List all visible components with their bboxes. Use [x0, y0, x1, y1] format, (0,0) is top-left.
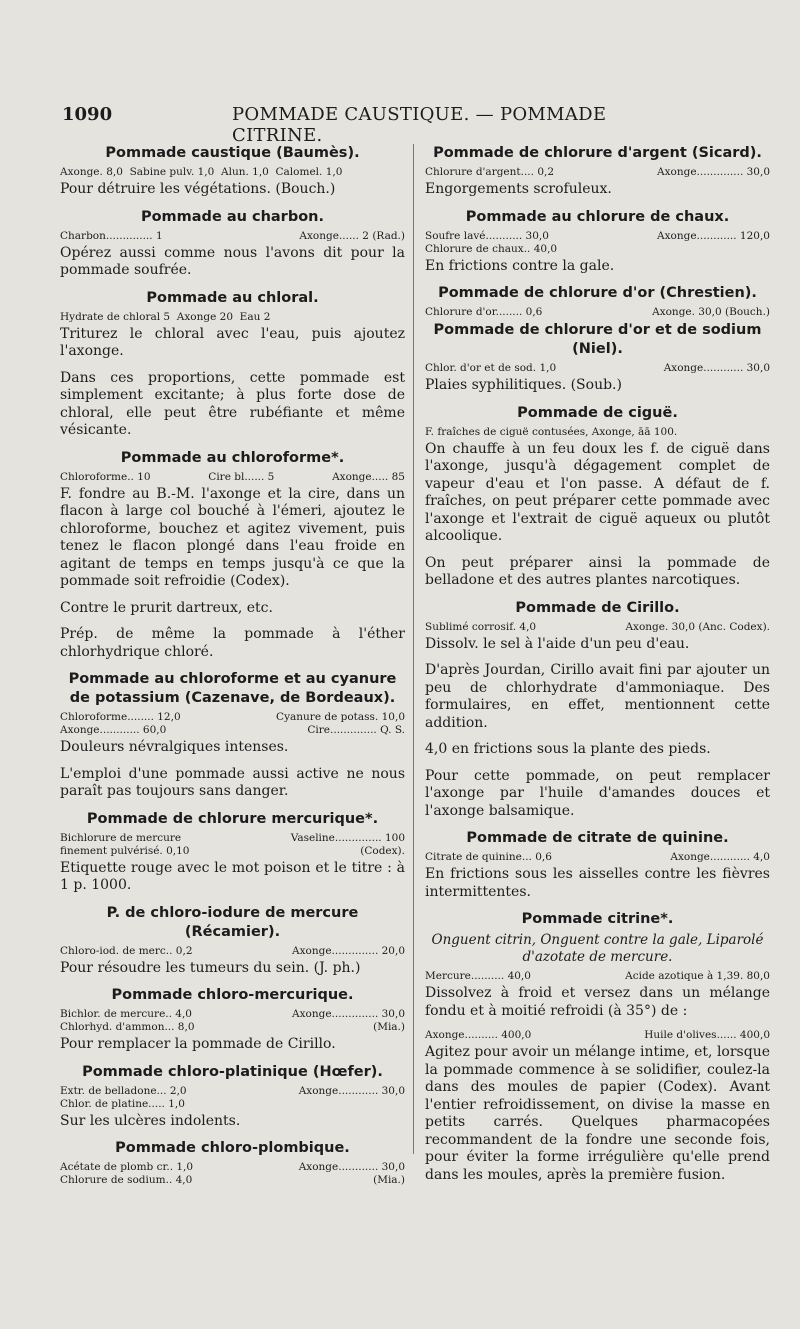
recipe-section [60, 986, 405, 1054]
ingredient-cell: Acétate de plomb cr.. 1,0 [60, 1161, 194, 1173]
recipe-text: Dans ces proportions, cette pommade est simplement excitante; à plus forte dose de chloral, elle peut être rubéfiante et même vésicante. [60, 369, 405, 438]
recipe-ingredients [60, 1161, 405, 1187]
ingredient-cell: (Mia.) [373, 1174, 405, 1186]
recipe-title: Pommade de chlorure mercurique*. [86, 810, 379, 827]
right-column [425, 144, 770, 1193]
recipe-title: Pommade caustique (Baumès). [105, 145, 360, 161]
recipe-title: Pommade au chloroforme*. [120, 449, 345, 466]
ingredient-cell: Axonge...... 2 (Rad.) [299, 229, 405, 242]
recipe-text: D'après Jourdan, Cirillo avait fini par ajouter un peu de chlorhydrate d'ammoniaque. Des formulaires, en effet, mentionnent cette addition. [425, 662, 770, 731]
recipe-ingredients [425, 970, 770, 983]
ingredient-cell: Axonge............ 120,0 [657, 229, 770, 242]
ingredient-cell: Cire bl...... 5 [208, 470, 275, 483]
ingredient-row [60, 311, 405, 324]
ingredient-row [425, 1029, 770, 1042]
ingredient-cell: Vaseline.............. 100 [290, 831, 405, 844]
ingredient-cell: Cyanure de potass. 10,0 [276, 711, 405, 723]
recipe-title: Pommade de ciguë. [517, 404, 678, 421]
ingredient-cell: Chlorhyd. d'ammon... 8,0 [60, 1021, 195, 1033]
recipe-section [425, 144, 770, 199]
recipe-section [60, 810, 405, 895]
recipe-section [60, 208, 405, 280]
recipe-text: 4,0 en frictions sous la plante des pieds. [425, 741, 711, 757]
ingredient-row [425, 230, 770, 243]
recipe-section [60, 289, 405, 440]
recipe-section [60, 670, 405, 801]
ingredient-row [60, 724, 405, 737]
ingredient-cell: Hydrate de chloral 5 Axonge 20 Eau 2 [60, 310, 271, 323]
recipe-text: Contre le prurit dartreux, etc. [60, 599, 273, 616]
ingredient-cell: Citrate de quinine... 0,6 [425, 851, 552, 863]
recipe-ingredients [425, 851, 770, 864]
recipe-subtitle: Onguent citrin, Onguent contre la gale, Liparolé d'azotate de mercure. [431, 932, 764, 965]
ingredient-cell: Soufre lavé........... 30,0 [425, 229, 549, 242]
ingredient-row [60, 832, 405, 845]
recipe-ingredients [425, 621, 770, 634]
recipe-ingredients [425, 230, 770, 256]
recipe-text: Pour résoudre les tumeurs du sein. (J. ph.) [60, 959, 361, 976]
recipe-ingredients [425, 426, 770, 439]
ingredient-row [60, 945, 405, 958]
recipe-text: F. fondre au B.-M. l'axonge et la cire, dans un flacon à large col bouché à l'émeri, ajoutez le chloroforme, bouchez et agitez vivement, puis tenez le flacon plongé dans l'eau froide en agitant de temps en temps jusqu'à ce que la pommade soit refroidie (Codex). [60, 485, 405, 589]
ingredient-cell: Axonge.............. 30,0 [292, 1008, 405, 1020]
recipe-title: Pommade chloro-plombique. [115, 1140, 350, 1156]
recipe-section [425, 404, 770, 590]
ingredient-row [425, 621, 770, 634]
ingredient-cell: Extr. de belladone... 2,0 [60, 1084, 187, 1097]
ingredient-cell: Axonge............ 4,0 [670, 851, 770, 863]
ingredient-row [425, 306, 770, 319]
recipe-section [60, 1139, 405, 1187]
recipe-title: Pommade citrine*. [521, 911, 674, 927]
ingredient-row [60, 1161, 405, 1174]
recipe-section [425, 208, 770, 276]
ingredient-cell: Cire.............. Q. S. [307, 724, 405, 736]
ingredient-row [60, 1085, 405, 1098]
recipe-ingredients [60, 711, 405, 737]
ingredient-row [425, 166, 770, 179]
recipe-text: Dissolvez à froid et versez dans un mélange fondu et à moitié refroidi (à 35°) de : [425, 985, 770, 1019]
ingredient-cell: (Codex). [360, 844, 405, 857]
recipe-ingredients [60, 311, 405, 324]
ingredient-row [60, 711, 405, 724]
recipe-text: Agitez pour avoir un mélange intime, et, lorsque la pommade commence à se solidifier, coulez-la dans des moules de papier (Codex). Avant l'entier refroidissement, on divise la masse en petits carrés. Quelques pharmacopées recommandent de la fondre une seconde fois, pour éviter la forme irrégulière qu'elle prend dans les moules, après la première fusion. [425, 1044, 770, 1183]
ingredient-row [425, 362, 770, 375]
recipe-ingredients [60, 1008, 405, 1034]
ingredient-cell: Axonge.......... 400,0 [425, 1029, 532, 1041]
page-header [62, 104, 632, 146]
recipe-ingredients [60, 945, 405, 958]
recipe-text: Sur les ulcères indolents. [60, 1112, 241, 1129]
recipe-title: Pommade de chlorure d'argent (Sicard). [433, 145, 762, 161]
ingredient-cell: Axonge. 30,0 (Bouch.) [652, 306, 770, 318]
recipe-title: Pommade de chlorure d'or (Chrestien). [438, 285, 757, 301]
recipe-section [425, 910, 770, 1184]
ingredient-cell: Chloroforme.. 10 [60, 470, 151, 483]
ingredient-row [60, 845, 405, 858]
recipe-section [425, 829, 770, 901]
ingredient-cell: F. fraîches de ciguë contusées, Axonge, āā 100. [425, 425, 678, 438]
recipe-text: Pour détruire les végétations. (Bouch.) [60, 181, 336, 197]
ingredient-row [60, 1008, 405, 1021]
ingredient-cell: Huile d'olives...... 400,0 [644, 1029, 770, 1041]
ingredient-cell: Axonge.............. 20,0 [292, 944, 405, 957]
recipe-text: On chauffe à un feu doux les f. de ciguë dans l'axonge, jusqu'à dégagement complet de vapeur d'eau et l'on passe. A défaut de f. fraîches, on peut préparer cette pommade avec l'axonge et l'extrait de ciguë aqueux ou plutôt alcoolique. [425, 440, 770, 544]
ingredient-row [425, 851, 770, 864]
ingredient-cell: Axonge............ 30,0 [298, 1161, 405, 1173]
ingredient-cell: Chlorure d'or........ 0,6 [425, 306, 543, 318]
recipe-title: Pommade chloro-mercurique. [111, 987, 354, 1003]
recipe-text: En frictions contre la gale. [425, 257, 615, 274]
recipe-text: Engorgements scrofuleux. [425, 181, 612, 197]
ingredient-row [60, 1021, 405, 1034]
recipe-text: En frictions sous les aisselles contre les fièvres intermittentes. [425, 866, 770, 900]
recipe-ingredients [60, 230, 405, 243]
recipe-title: P. de chloro-iodure de mercure (Récamier). [106, 904, 359, 940]
recipe-text: Pour remplacer la pommade de Cirillo. [60, 1036, 336, 1052]
ingredient-cell: finement pulvérisé. 0,10 [60, 844, 190, 857]
recipe-text: Douleurs névralgiques intenses. [60, 739, 289, 755]
ingredient-cell: Acide azotique à 1,39. 80,0 [625, 970, 770, 982]
recipe-ingredients [60, 1085, 405, 1111]
ingredient-cell: Charbon.............. 1 [60, 229, 163, 242]
ingredient-cell: Mercure.......... 40,0 [425, 970, 531, 982]
ingredient-cell: Chloroforme........ 12,0 [60, 711, 181, 723]
recipe-text: Opérez aussi comme nous l'avons dit pour la pommade soufrée. [60, 244, 405, 278]
recipe-section [425, 321, 770, 395]
recipe-section [60, 144, 405, 199]
ingredient-cell: Chlorure d'argent.... 0,2 [425, 166, 555, 178]
recipe-section [60, 904, 405, 978]
ingredient-cell: Axonge. 8,0 Sabine pulv. 1,0 Alun. 1,0 Calomel. 1,0 [60, 166, 343, 178]
ingredient-cell: Chlor. de platine..... 1,0 [60, 1097, 185, 1110]
recipe-text: Prép. de même la pommade à l'éther chlorhydrique chloré. [60, 626, 405, 660]
recipe-title: Pommade de chlorure d'or et de sodium (Niel). [433, 322, 762, 357]
recipe-text: On peut préparer ainsi la pommade de belladone et des autres plantes narcotiques. [425, 554, 770, 588]
ingredient-row [425, 970, 770, 983]
recipe-text: L'emploi d'une pommade aussi active ne nous paraît pas toujours sans danger. [60, 765, 405, 799]
ingredient-cell: Axonge..... 85 [332, 470, 405, 483]
left-column [60, 144, 405, 1189]
recipe-ingredients [425, 306, 770, 319]
recipe-section [425, 284, 770, 319]
page-number: 1090 [62, 104, 113, 125]
ingredient-cell: Sublimé corrosif. 4,0 [425, 620, 537, 633]
ingredient-cell: Chlorure de sodium.. 4,0 [60, 1174, 193, 1186]
recipe-title: Pommade au charbon. [140, 208, 325, 225]
ingredient-cell: Bichlorure de mercure [60, 831, 182, 844]
ingredient-cell: Axonge............ 30,0 [298, 1084, 405, 1097]
ingredient-row [60, 230, 405, 243]
ingredient-row [60, 166, 405, 179]
recipe-section [60, 449, 405, 662]
recipe-text: Triturez le chloral avec l'eau, puis ajoutez l'axonge. [60, 325, 405, 359]
ingredient-row [425, 243, 770, 256]
recipe-text: Etiquette rouge avec le mot poison et le titre : à 1 p. 1000. [60, 859, 405, 893]
recipe-section [60, 1063, 405, 1131]
ingredient-cell: Bichlor. de mercure.. 4,0 [60, 1008, 192, 1020]
recipe-text: Plaies syphilitiques. (Soub.) [425, 377, 622, 393]
column-divider [413, 144, 414, 1154]
ingredient-cell: Chlor. d'or et de sod. 1,0 [425, 362, 557, 374]
running-title: POMMADE CAUSTIQUE. — POMMADE CITRINE. [232, 104, 607, 146]
ingredient-cell: Axonge............ 60,0 [60, 724, 167, 736]
recipe-title: Pommade au chloroforme et au cyanure de potassium (Cazenave, de Bordeaux). [68, 671, 397, 706]
recipe-text: Pour cette pommade, on peut remplacer l'axonge par l'huile d'amandes douces et l'axonge balsamique. [425, 767, 770, 819]
recipe-title: Pommade chloro-platinique (Hœfer). [82, 1063, 383, 1080]
ingredient-row [60, 471, 405, 484]
ingredient-cell: Chlorure de chaux.. 40,0 [425, 242, 558, 255]
ingredient-row [425, 426, 770, 439]
ingredient-cell: Chloro-iod. de merc.. 0,2 [60, 944, 193, 957]
recipe-section [425, 599, 770, 821]
recipe-title: Pommade de Cirillo. [515, 599, 680, 616]
recipe-title: Pommade au chloral. [146, 289, 319, 306]
recipe-ingredients [60, 166, 405, 179]
recipe-ingredients [425, 166, 770, 179]
recipe-title: Pommade au chlorure de chaux. [465, 208, 730, 225]
ingredient-row [60, 1174, 405, 1187]
recipe-title: Pommade de citrate de quinine. [466, 830, 729, 846]
recipe-ingredients [425, 362, 770, 375]
recipe-ingredients [60, 471, 405, 484]
ingredient-cell: Axonge............ 30,0 [663, 362, 770, 374]
recipe-ingredients [425, 1029, 770, 1042]
recipe-ingredients [60, 832, 405, 858]
ingredient-cell: Axonge.............. 30,0 [657, 166, 770, 178]
recipe-text: Dissolv. le sel à l'aide d'un peu d'eau. [425, 635, 690, 652]
ingredient-cell: Axonge. 30,0 (Anc. Codex). [625, 620, 770, 633]
ingredient-row [60, 1098, 405, 1111]
ingredient-cell: (Mia.) [373, 1021, 405, 1033]
